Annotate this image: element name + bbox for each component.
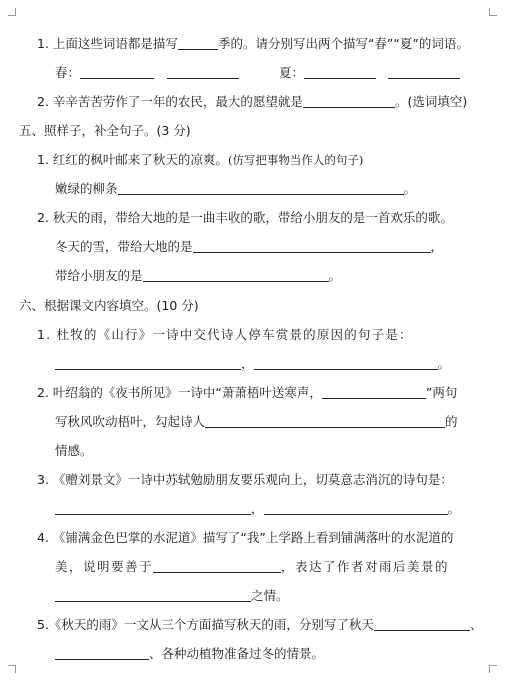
s6-item3-line1: 3. 《赠刘景文》一诗中苏轼勉励朋友要乐观向上，切莫意志消沉的诗句是：: [37, 472, 453, 487]
hint-text: (仿写把事物当作人的句子): [227, 153, 364, 167]
crop-mark-bottom-left: [8, 665, 16, 673]
answer-blank[interactable]: [55, 357, 241, 370]
item-number: 2.: [37, 385, 49, 400]
answer-blank[interactable]: [55, 502, 251, 515]
answer-blank[interactable]: [374, 618, 470, 631]
spring-label: 春：: [55, 65, 81, 80]
answer-blank[interactable]: [254, 357, 438, 370]
s5-item1-line1: 1. 红红的枫叶邮来了秋天的凉爽。(仿写把事物当作人的句子): [37, 152, 364, 167]
answer-blank[interactable]: [322, 386, 426, 399]
s6-item2-line1: 2. 叶绍翁的《夜书所见》一诗中“萧萧梧叶送寒声， ”两句: [37, 385, 458, 400]
answer-blank[interactable]: [143, 269, 329, 282]
s5-item1-line2: 嫩绿的柳条 。: [55, 181, 417, 196]
s6-item5-line2: 、各种动植物准备过冬的情景。: [55, 646, 324, 662]
spring-blank-1[interactable]: [80, 66, 154, 79]
section-5-heading: 五、照样子，补全句子。(3 分): [19, 123, 191, 138]
answer-blank[interactable]: [55, 647, 149, 660]
item-number: 2.: [37, 94, 49, 109]
s6-item2-line2: 写秋风吹动梧叶，勾起诗人 的: [55, 414, 458, 429]
s5-item2-line1: 2. 秋天的雨，带给大地的是一曲丰收的歌，带给小朋友的是一首欢乐的歌。: [37, 210, 453, 225]
answer-blank[interactable]: [153, 560, 281, 573]
s6-item1-line2: ， 。: [55, 356, 450, 372]
summer-blank-1[interactable]: [304, 66, 376, 79]
answer-blank[interactable]: [55, 589, 251, 602]
section-6-heading: 六、根据课文内容填空。(10 分): [19, 298, 199, 313]
s6-item4-line3: 之情。: [55, 588, 289, 604]
item-number: 2.: [37, 210, 49, 225]
summer-blank-2[interactable]: [388, 66, 460, 79]
item-number: 1.: [37, 327, 52, 342]
answer-blank[interactable]: [193, 240, 431, 253]
q4-item1-line2: [55, 65, 460, 81]
crop-mark-bottom-right: [489, 665, 497, 673]
s5-item2-line2: 冬天的雪，带给大地的是 ，: [55, 239, 444, 254]
answer-blank[interactable]: [178, 37, 218, 50]
s5-item2-line3: 带给小朋友的是 。: [55, 268, 342, 283]
s6-item5-line1: 5.《秋天的雨》一文从三个方面描写秋天的雨，分别写了秋天 、: [37, 617, 483, 632]
item-number: 1.: [37, 36, 49, 51]
summer-label: 夏：: [279, 65, 305, 80]
s6-item1-line1: 1. 杜牧的《山行》一诗中交代诗人停车赏景的原因的句子是：: [37, 327, 413, 342]
answer-blank[interactable]: [303, 95, 395, 108]
answer-blank[interactable]: [118, 182, 404, 195]
s6-item2-line3: 情感。: [55, 443, 93, 458]
spring-blank-2[interactable]: [167, 66, 239, 79]
answer-blank[interactable]: [205, 415, 445, 428]
crop-mark-top-left: [8, 8, 16, 16]
item-number: 3.: [37, 472, 49, 487]
q4-item1-line1: 1. 上面这些词语都是描写 季的。请分别写出两个描写“春”“夏”的词语。: [37, 36, 469, 51]
crop-mark-top-right: [489, 8, 497, 16]
item-number: 4.: [37, 530, 49, 545]
answer-blank[interactable]: [264, 502, 448, 515]
q4-item2: 2. 辛辛苦苦劳作了一年的农民，最大的愿望就是 。(选词填空): [37, 94, 468, 109]
s6-item4-line2: 美，说明要善于 ，表达了作者对雨后美景的: [55, 559, 450, 574]
s6-item3-line2: ， 。: [55, 501, 460, 517]
s6-item4-line1: 4. 《铺满金色巴掌的水泥道》描写了“我”上学路上看到铺满落叶的水泥道的: [37, 530, 454, 545]
item-number: 1.: [37, 152, 49, 167]
